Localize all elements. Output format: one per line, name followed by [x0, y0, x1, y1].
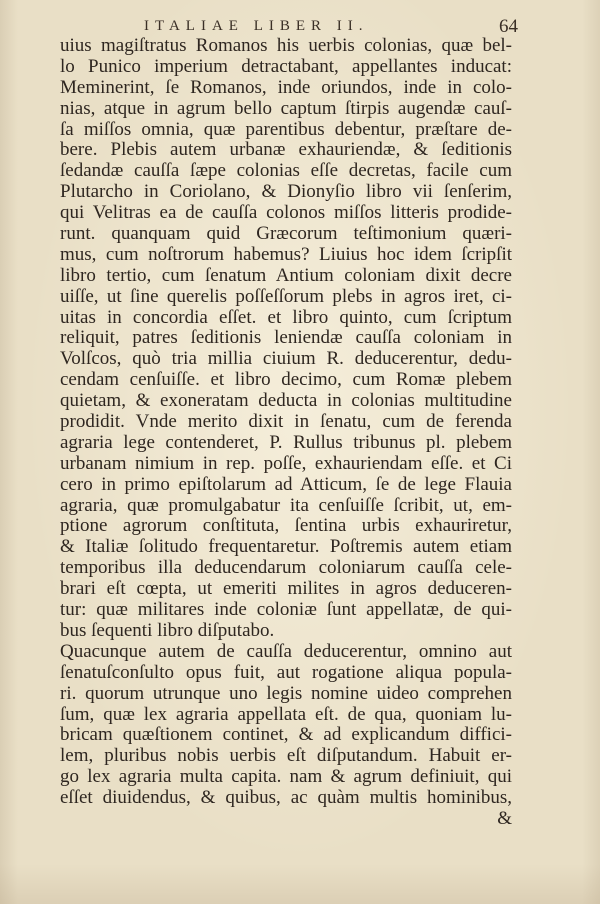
text-line: lem, pluribus nobis uerbis eſt diſputandum. Habuit er- — [60, 746, 512, 767]
text-line: Volſcos, quò tria millia ciuium R. deducerentur, dedu- — [60, 349, 512, 370]
text-line: Quacunque autem de cauſſa deducerentur, omnino aut — [60, 641, 512, 662]
text-line: ſum, quæ lex agraria appellata eſt. de qua, quoniam lu- — [60, 704, 512, 725]
text-line: ſedandæ cauſſa ſæpe colonias eſſe decretas, facile cum — [60, 161, 512, 182]
text-line: Plutarcho in Coriolano, & Dionyſio libro vii ſenſerim, — [60, 182, 512, 203]
text-line: agraria, quæ promulgabatur ita cenſuiſſe ſcribit, ut, em- — [60, 495, 512, 516]
text-line: uius magiſtratus Romanos his uerbis colonias, quæ bel- — [60, 36, 512, 56]
text-line: cero in primo epiſtolarum ad Atticum, ſe de lege Flauia — [60, 474, 512, 495]
text-block — [60, 36, 512, 830]
text-line: reliquit, patres ſeditionis leniendæ cauſſa coloniam in — [60, 328, 512, 349]
text-line: ſenatuſconſulto opus fuit, aut rogatione aliqua popula- — [60, 662, 512, 683]
catchword-line — [60, 809, 512, 830]
text-line: libro tertio, cum ſenatum Antium coloniam dixit decre — [60, 265, 512, 286]
text-line: qui Velitras ea de cauſſa colonos miſſos litteris prodide- — [60, 203, 512, 224]
text-line: lo Punico imperium detractabant, appellantes inducat: — [60, 56, 512, 77]
page-bottom-shading — [0, 864, 600, 904]
text-line: mus, cum noſtrorum habemus? Liuius hoc idem ſcripſit — [60, 244, 512, 265]
text-line: & Italiæ ſolitudo frequentaretur. Poſtremis autem etiam — [60, 537, 512, 558]
text-line: nias, atque in agrum bello captum ſtirpis augendæ cauſ- — [60, 98, 512, 119]
text-line: ptione agrorum conſtituta, ſentina urbis exhauriretur, — [60, 516, 512, 537]
text-line: Meminerint, ſe Romanos, inde oriundos, inde in colo- — [60, 77, 512, 98]
text-line: runt. quanquam quid Græcorum teſtimonium quæri- — [60, 224, 512, 245]
text-line: brari eſt cœpta, ut emeriti milites in agros deduceren- — [60, 579, 512, 600]
text-line: urbanam nimium in rep. poſſe, exhauriendam eſſe. et Ci — [60, 453, 512, 474]
text-line: tur: quæ militares inde coloniæ ſunt appellatæ, de qui- — [60, 600, 512, 621]
text-line: uiſſe, ut ſine querelis poſſeſſorum plebs in agros iret, ci- — [60, 286, 512, 307]
page-number: 64 — [499, 16, 518, 37]
text-line: temporibus illa deducendarum coloniarum cauſſa cele- — [60, 558, 512, 579]
text-line: agraria lege contenderet, P. Rullus tribunus pl. plebem — [60, 432, 512, 453]
running-title: ITALIAE LIBER II. — [144, 18, 369, 34]
text-line: prodidit. Vnde merito dixit in ſenatu, cum de ferenda — [60, 412, 512, 433]
text-line: uitas in concordia eſſet. et libro quinto, cum ſcriptum — [60, 307, 512, 328]
catchword: & — [497, 807, 512, 829]
text-line: eſſet diuidendus, & quibus, ac quàm multis hominibus, — [60, 788, 512, 809]
text-line: bere. Plebis autem urbanæ exhauriendæ, & ſeditionis — [60, 140, 512, 161]
text-line: ſa miſſos omnia, quæ parentibus debentur, præſtare de- — [60, 119, 512, 140]
text-line: go lex agraria multa capita. nam & agrum definiuit, qui — [60, 767, 512, 788]
paragraph-end-line: bus ſequenti libro diſputabo. — [60, 620, 275, 641]
text-line: cendam cenſuiſſe. et libro decimo, cum Romæ plebem — [60, 370, 512, 391]
text-line: bricam quæſtionem continet, & ad explicandum diffici- — [60, 725, 512, 746]
text-line: quietam, & exoneratam deducta in colonias multitudine — [60, 391, 512, 412]
text-line: ri. quorum utrunque uno legis nomine uideo comprehen — [60, 683, 512, 704]
